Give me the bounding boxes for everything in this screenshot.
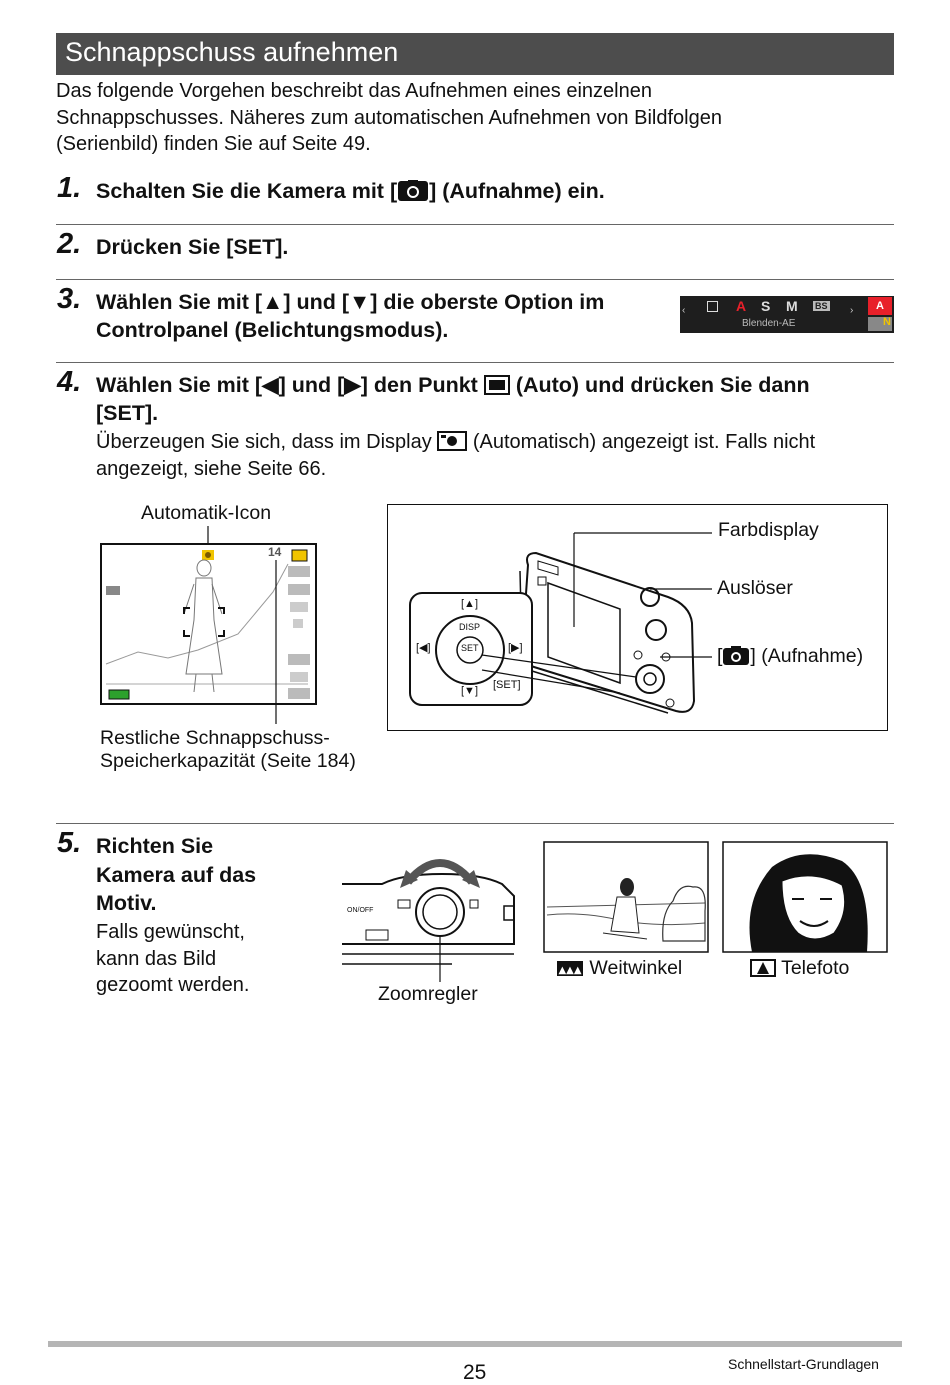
control-panel-caption: Blenden-AE xyxy=(742,318,796,329)
divider xyxy=(56,224,894,225)
step-5-number: 5. xyxy=(57,827,82,859)
step-3-line-1: Wählen Sie mit [▲] und [▼] die oberste Option im xyxy=(96,290,605,314)
step-4-body-line-1 xyxy=(96,429,815,460)
intro-line: Das folgende Vorgehen beschreibt das Aufnehmen eines einzelnen xyxy=(56,80,652,102)
aufnahme-label xyxy=(717,645,863,672)
ausloeser-label: Auslöser xyxy=(717,577,793,599)
weitwinkel-text: Weitwinkel xyxy=(589,957,683,979)
intro-paragraph xyxy=(56,78,894,158)
step-4-number: 4. xyxy=(57,366,82,398)
camera-icon xyxy=(722,646,750,672)
step-1-number: 1. xyxy=(57,172,82,204)
auto-mode-icon xyxy=(707,301,718,312)
divider xyxy=(56,823,894,824)
telefoto-text: Telefoto xyxy=(781,957,850,979)
weitwinkel-label xyxy=(556,957,682,984)
resolution-icon xyxy=(868,317,892,331)
footer-bar xyxy=(48,1341,902,1347)
telephoto-photo xyxy=(722,841,888,953)
chevron-right-icon: › xyxy=(850,305,854,316)
key-right: [▶] xyxy=(508,642,523,654)
key-left: [◀] xyxy=(416,642,431,654)
lcd-illustration xyxy=(98,524,320,724)
zoomregler-label: Zoomregler xyxy=(378,983,478,1005)
section-title: Schnappschuss aufnehmen xyxy=(65,37,399,67)
chevron-left-icon: ‹ xyxy=(682,305,686,316)
quality-badge: N xyxy=(883,316,891,328)
step-2-number: 2. xyxy=(57,228,82,260)
step-5-heading-line: Richten Sie xyxy=(96,834,214,858)
step-3-number: 3. xyxy=(57,283,82,315)
step-5-body-line: kann das Bild xyxy=(96,947,217,970)
divider xyxy=(56,279,894,280)
step-5-heading-line: Motiv. xyxy=(96,891,157,915)
footer-section: Schnellstart-Grundlagen xyxy=(728,1356,879,1372)
page-number: 25 xyxy=(463,1361,487,1384)
wide-angle-photo xyxy=(543,841,709,953)
section-title-bar xyxy=(56,33,894,75)
step-4-body-a: Überzeugen Sie sich, dass im Display xyxy=(96,431,432,453)
camera-icon xyxy=(397,180,429,210)
step-4-line-2: [SET]. xyxy=(96,401,159,425)
key-up: [▲] xyxy=(461,598,478,610)
step-4-text-a: Wählen Sie mit [◀] und [▶] den Punkt xyxy=(96,373,478,397)
step-1-text-a: Schalten Sie die Kamera mit [ xyxy=(96,179,398,203)
wide-zoom-icon xyxy=(556,958,584,984)
mode-badge: A xyxy=(868,297,892,315)
step-5-heading-line: Kamera auf das xyxy=(96,862,257,887)
svg-text:▲▲▲: ▲▲▲ xyxy=(558,965,582,976)
step-1-text xyxy=(96,177,605,210)
step-4-body-line-2: angezeigt, siehe Seite 66. xyxy=(96,458,327,480)
automatik-icon-label: Automatik-Icon xyxy=(141,502,272,524)
mode-a: A xyxy=(736,298,747,314)
remaining-capacity-label xyxy=(100,727,356,773)
step-1-text-b: ] (Aufnahme) ein. xyxy=(429,179,605,203)
aufnahme-text: ] (Aufnahme) xyxy=(750,645,864,667)
step-4-body-b: (Automatisch) angezeigt ist. Falls nicht xyxy=(472,431,816,453)
step-4-text-b: (Auto) und drücken Sie dann xyxy=(515,373,810,397)
divider xyxy=(56,362,894,363)
step-5-body-line: gezoomt werden. xyxy=(96,974,250,996)
step-3-line-2: Controlpanel (Belichtungsmodus). xyxy=(96,318,449,342)
control-panel-image xyxy=(680,296,894,333)
step-2-text: Drücken Sie [SET]. xyxy=(96,235,289,259)
auto-camera-icon xyxy=(437,430,467,460)
mode-m: M xyxy=(786,298,798,314)
step-5-body xyxy=(96,919,249,999)
auto-square-icon xyxy=(484,374,510,404)
farbdisplay-label: Farbdisplay xyxy=(718,519,819,541)
mode-s: S xyxy=(761,298,771,314)
key-disp: DISP xyxy=(459,622,481,632)
mode-bs: BS xyxy=(815,301,828,311)
intro-line: Schnappschusses. Näheres zum automatischen Aufnehmen von Bildfolgen xyxy=(56,106,722,129)
set-key-label: [SET] xyxy=(493,679,521,691)
remaining-label-line: Speicherkapazität (Seite 184) xyxy=(100,750,356,772)
remaining-label-line: Restliche Schnappschuss- xyxy=(100,727,330,749)
aufnahme-bracket: [ xyxy=(717,645,723,667)
key-set: SET xyxy=(461,643,479,653)
key-down: [▼] xyxy=(461,685,478,697)
shot-count: 14 xyxy=(268,545,282,559)
tele-zoom-icon xyxy=(750,958,776,984)
step-5-body-line: Falls gewünscht, xyxy=(96,921,245,943)
step-4-line-1 xyxy=(96,371,810,404)
onoff-label: ON/OFF xyxy=(347,907,374,914)
telefoto-label xyxy=(750,957,849,984)
step-5-heading xyxy=(96,832,256,918)
intro-line: (Serienbild) finden Sie auf Seite 49. xyxy=(56,133,371,155)
